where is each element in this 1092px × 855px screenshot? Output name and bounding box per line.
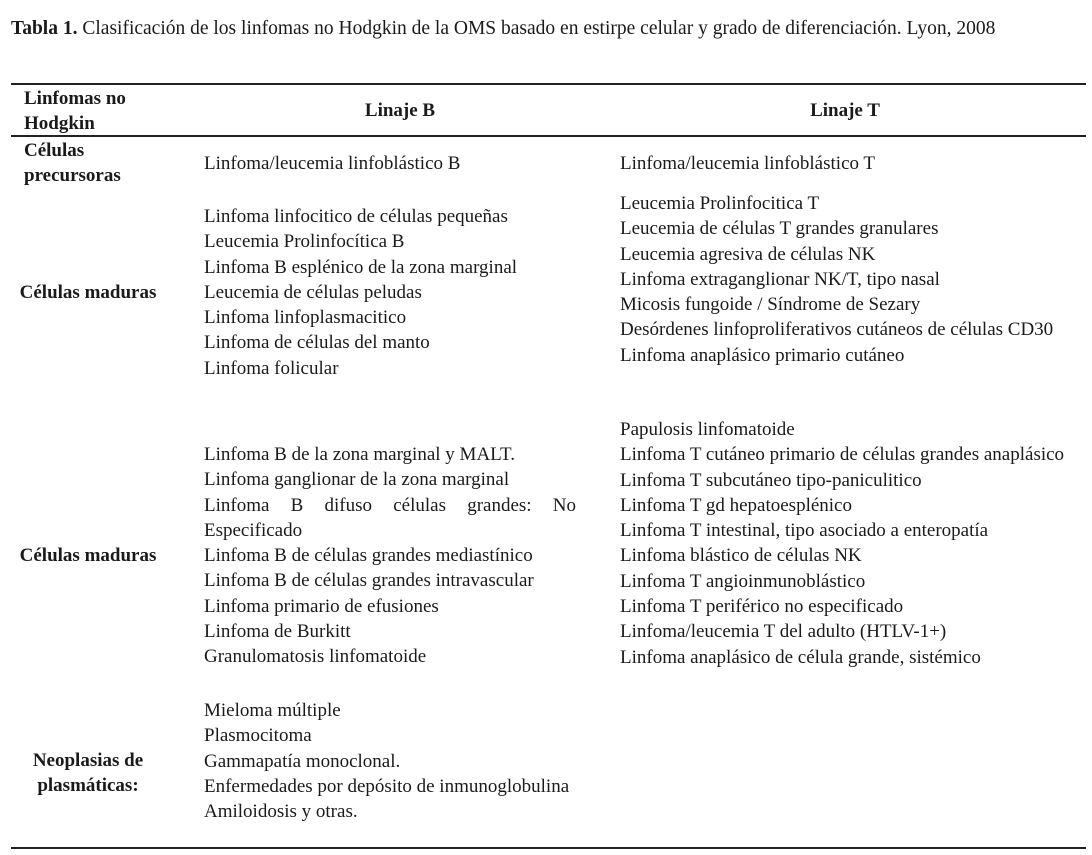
list-item: Leucemia Prolinfocítica B xyxy=(204,231,405,253)
list-item: Micosis fungoide / Síndrome de Sezary xyxy=(620,294,921,316)
list-item: Linfoma de células del manto xyxy=(204,332,430,354)
list-item: Linfoma T subcutáneo tipo-paniculitico xyxy=(620,469,922,491)
header-linfomas: Linfomas no Hodgkin xyxy=(24,88,126,134)
caption-label: Tabla 1. xyxy=(11,18,78,39)
list-item: Leucemia Prolinfocitica T xyxy=(620,193,820,214)
cell-t-precursoras xyxy=(620,151,1072,176)
list-item: Linfoma/leucemia linfoblástico B xyxy=(204,153,461,174)
list-item: Linfoma/leucemia linfoblástico T xyxy=(620,153,876,174)
row-label-precursoras: Células precursoras xyxy=(24,140,121,187)
list-item: Linfoma/leucemia T del adulto (HTLV-1+) xyxy=(620,621,947,643)
list-item: Linfoma ganglionar de la zona marginal xyxy=(204,469,510,491)
list-item: Linfoma extraganglionar NK/T, tipo nasal xyxy=(620,268,940,290)
list-item: Linfoma blástico de células NK xyxy=(620,545,862,567)
row-label-maduras-1: Células maduras xyxy=(19,282,157,303)
list-item: Linfoma primario de efusiones xyxy=(204,595,439,617)
cell-b-precursoras xyxy=(204,151,576,176)
list-item: Linfoma anaplásico primario cutáneo xyxy=(620,344,905,366)
list-item: Linfoma B esplénico de la zona marginal xyxy=(204,256,518,278)
list-item: Linfoma linfoplasmacitico xyxy=(204,307,407,329)
list-item: Linfoma folicular xyxy=(204,357,339,379)
list-item: Papulosis linfomatoide xyxy=(620,419,795,440)
bottom-rule xyxy=(11,847,1086,849)
caption-text: Clasificación de los linfomas no Hodgkin de la OMS basado en estirpe celular y grado de diferenciación. Lyon, 2008 xyxy=(77,18,996,39)
table-caption xyxy=(11,14,1086,44)
list-item: Leucemia agresiva de células NK xyxy=(620,243,876,265)
list-item: Linfoma T periférico no especificado xyxy=(620,596,904,618)
list-item: Enfermedades por depósito de inmunoglobulina xyxy=(204,775,570,797)
list-item: Granulomatosis linfomatoide xyxy=(204,646,427,668)
header-rule xyxy=(11,135,1086,137)
list-item: Linfoma T gd hepatoesplénico xyxy=(620,494,852,516)
cell-b-maduras-2 xyxy=(204,442,576,670)
cell-t-maduras-2 xyxy=(620,417,1072,670)
list-item: Linfoma de Burkitt xyxy=(204,621,351,643)
top-rule xyxy=(11,83,1086,85)
list-item: Linfoma anaplásico de célula grande, sistémico xyxy=(620,646,981,668)
header-linaje-b: Linaje B xyxy=(364,100,436,121)
list-item: Linfoma T intestinal, tipo asociado a enteropatía xyxy=(620,520,989,542)
cell-b-plasmaticas xyxy=(204,698,576,824)
list-item: Linfoma B de células grandes intravascular xyxy=(204,570,534,592)
list-item: Linfoma T angioinmunoblástico xyxy=(620,570,866,592)
list-item: Plasmocitoma xyxy=(204,725,312,747)
list-item: Desórdenes linfoproliferativos cutáneos de células CD30 xyxy=(620,319,1054,341)
row-label-plasmaticas: Neoplasias de plasmáticas: xyxy=(32,750,144,797)
list-item: Amiloidosis y otras. xyxy=(204,801,358,823)
cell-t-maduras-1 xyxy=(620,191,1072,368)
list-item: Leucemia de células peludas xyxy=(204,281,422,303)
list-item: Gammapatía monoclonal. xyxy=(204,750,401,772)
list-item: Leucemia de células T grandes granulares xyxy=(620,218,939,240)
row-label-maduras-2: Células maduras xyxy=(19,545,157,566)
cell-b-maduras-1 xyxy=(204,204,576,381)
header-linaje-t: Linaje T xyxy=(810,100,880,121)
list-item: Linfoma B difuso células grandes: No Especificado xyxy=(204,494,576,541)
list-item: Linfoma T cutáneo primario de células grandes anaplásico xyxy=(620,444,1065,466)
list-item: Mieloma múltiple xyxy=(204,700,341,721)
list-item: Linfoma B de la zona marginal y MALT. xyxy=(204,444,515,465)
list-item: Linfoma linfocitico de células pequeñas xyxy=(204,206,508,227)
list-item: Linfoma B de células grandes mediastínico xyxy=(204,545,533,567)
